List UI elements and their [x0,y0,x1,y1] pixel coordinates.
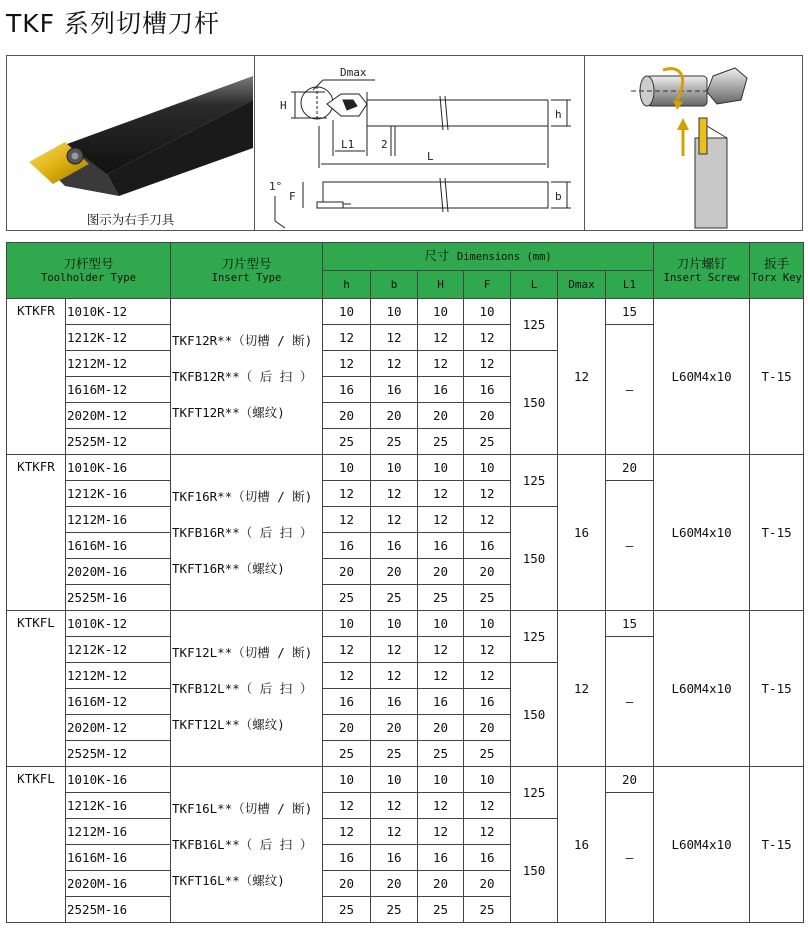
dim-h-cell: 25 [323,585,371,611]
dim-L1-cell: – [606,793,654,923]
application-diagram [585,56,803,232]
dim-h-cell: 25 [323,429,371,455]
insert-type: TKFT16R**（螺纹) [172,560,285,576]
header-col-dmax: Dmax [558,271,606,299]
screw-cell: L60M4x10 [654,611,750,767]
holder-code-cell: 2525M-12 [66,741,171,767]
dim-H-cell: 12 [418,637,464,663]
dim-H-cell: 25 [418,429,464,455]
header-col-L1: L1 [606,271,654,299]
dim-h-cell: 12 [323,637,371,663]
dim-h-cell: 12 [323,819,371,845]
dim-h-cell: 12 [323,325,371,351]
dim-F-cell: 12 [464,325,511,351]
svg-text:F: F [289,190,296,203]
dim-F-cell: 10 [464,455,511,481]
dim-L-cell: 125 [511,611,558,663]
dim-F-cell: 16 [464,377,511,403]
dim-F-cell: 10 [464,767,511,793]
header-holder: 刀杆型号 Toolholder Type [7,243,171,299]
insert-type: TKFB16R**（ 后 扫 ） [172,524,313,540]
holder-code-cell: 1212K-12 [66,325,171,351]
dim-F-cell: 20 [464,871,511,897]
spec-table [6,242,804,923]
dim-H-cell: 12 [418,793,464,819]
dim-L1-cell: 15 [606,611,654,637]
holder-code-cell: 1616M-16 [66,533,171,559]
dim-b-cell: 12 [371,351,418,377]
holder-code-cell: 1010K-16 [66,767,171,793]
dim-L-cell: 150 [511,819,558,923]
insert-type: TKFT12L**（螺纹) [172,716,285,732]
dim-dmax-cell: 12 [558,611,606,767]
header-col-b: b [371,271,418,299]
key-cell: T-15 [750,611,804,767]
dim-F-cell: 12 [464,481,511,507]
dim-b-cell: 20 [371,871,418,897]
dim-H-cell: 10 [418,299,464,325]
dim-F-cell: 12 [464,351,511,377]
dim-b-cell: 10 [371,767,418,793]
dim-F-cell: 12 [464,793,511,819]
dim-h-cell: 16 [323,845,371,871]
holder-code-cell: 2020M-16 [66,871,171,897]
tool-photo [7,56,254,232]
insert-cell [171,455,323,611]
dim-h-cell: 16 [323,533,371,559]
insert-icon [699,118,707,154]
screw-cell: L60M4x10 [654,299,750,455]
dim-b-cell: 10 [371,299,418,325]
page-title: TKF 系列切槽刀杆 [6,9,220,38]
insert-type: TKF12L**（切槽 / 断) [172,644,313,660]
holder-code-cell: 1616M-16 [66,845,171,871]
dim-H-cell: 12 [418,351,464,377]
header-insert: 刀片型号 Insert Type [171,243,323,299]
dim-F-cell: 20 [464,559,511,585]
dim-H-cell: 20 [418,871,464,897]
table-row [7,767,804,793]
header-dimensions: 尺寸 Dimensions (mm) [323,243,654,271]
dim-H-cell: 12 [418,481,464,507]
dim-b-cell: 25 [371,585,418,611]
dim-h-cell: 10 [323,455,371,481]
holder-code-cell: 2525M-12 [66,429,171,455]
insert-type: TKFT12R**（螺纹) [172,404,285,420]
dim-h-cell: 20 [323,871,371,897]
dim-h-cell: 12 [323,351,371,377]
dim-b-cell: 25 [371,429,418,455]
dim-b-cell: 10 [371,611,418,637]
dim-F-cell: 12 [464,663,511,689]
dim-b-cell: 16 [371,533,418,559]
dim-b-cell: 25 [371,897,418,923]
dim-F-cell: 12 [464,507,511,533]
dim-L-cell: 125 [511,299,558,351]
dim-b-cell: 12 [371,637,418,663]
holder-code-cell: 1616M-12 [66,377,171,403]
holder-code-cell: 1212M-12 [66,663,171,689]
dim-b-cell: 16 [371,689,418,715]
dim-H-cell: 25 [418,897,464,923]
dim-L1-cell: – [606,637,654,767]
dimension-drawing-panel [255,56,585,230]
holder-code-cell: 1010K-16 [66,455,171,481]
dim-F-cell: 25 [464,429,511,455]
header-col-F: F [464,271,511,299]
insert-cell [171,767,323,923]
dim-H-cell: 10 [418,611,464,637]
header-col-L: L [511,271,558,299]
insert-type: TKFB12L**（ 后 扫 ） [172,680,313,696]
dim-F-cell: 16 [464,845,511,871]
holder-code-cell: 1212M-16 [66,819,171,845]
svg-text:1°: 1° [269,180,283,193]
photo-caption: 图示为右手刀具 [86,212,175,227]
key-cell: T-15 [750,299,804,455]
insert-type: TKF12R**（切槽 / 断) [172,332,313,348]
dim-F-cell: 10 [464,299,511,325]
header-wrench: 扳手 Torx Key [750,243,804,299]
svg-text:2: 2 [381,138,388,151]
holder-code-cell: 1212M-16 [66,507,171,533]
svg-text:b: b [555,190,562,203]
dim-b-cell: 20 [371,559,418,585]
dim-L1-cell: 15 [606,299,654,325]
dim-F-cell: 20 [464,715,511,741]
dim-L-cell: 150 [511,351,558,455]
dim-H-cell: 16 [418,689,464,715]
insert-type: TKF16L**（切槽 / 断) [172,800,313,816]
dim-b-cell: 12 [371,819,418,845]
dim-F-cell: 10 [464,611,511,637]
dim-h-cell: 20 [323,559,371,585]
dim-b-cell: 20 [371,715,418,741]
dim-b-cell: 12 [371,481,418,507]
holder-code-cell: 1212K-16 [66,793,171,819]
dim-dmax-cell: 16 [558,455,606,611]
svg-text:L1: L1 [341,138,355,151]
dim-b-cell: 10 [371,455,418,481]
dim-h-cell: 10 [323,299,371,325]
dim-dmax-cell: 12 [558,299,606,455]
series-cell: KTKFL [7,611,66,767]
holder-code-cell: 1212K-12 [66,637,171,663]
svg-text:H: H [280,99,287,112]
insert-type: TKFB16L**（ 后 扫 ） [172,836,313,852]
dim-F-cell: 16 [464,689,511,715]
dim-F-cell: 12 [464,819,511,845]
dim-h-cell: 12 [323,481,371,507]
dim-h-cell: 10 [323,611,371,637]
dim-H-cell: 12 [418,507,464,533]
holder-code-cell: 1010K-12 [66,611,171,637]
series-cell: KTKFR [7,455,66,611]
dim-L1-cell: 20 [606,455,654,481]
dim-h-cell: 12 [323,793,371,819]
holder-code-cell: 2020M-16 [66,559,171,585]
product-figure [6,55,803,231]
holder-code-cell: 1010K-12 [66,299,171,325]
dim-F-cell: 20 [464,403,511,429]
holder-code-cell: 1212M-12 [66,351,171,377]
dim-h-cell: 12 [323,507,371,533]
application-diagram-panel [585,56,803,230]
dim-b-cell: 12 [371,507,418,533]
insert-type: TKFB12R**（ 后 扫 ） [172,368,313,384]
dim-H-cell: 25 [418,585,464,611]
dim-h-cell: 25 [323,897,371,923]
insert-type: TKF16R**（切槽 / 断) [172,488,313,504]
dim-b-cell: 16 [371,845,418,871]
dim-H-cell: 20 [418,559,464,585]
dim-H-cell: 10 [418,455,464,481]
dim-H-cell: 12 [418,819,464,845]
table-row [7,455,804,481]
dim-L-cell: 150 [511,663,558,767]
table-row [7,299,804,325]
dim-b-cell: 25 [371,741,418,767]
table-row [7,611,804,637]
series-cell: KTKFL [7,767,66,923]
dim-H-cell: 12 [418,325,464,351]
dim-h-cell: 12 [323,663,371,689]
header-screw: 刀片螺钉 Insert Screw [654,243,750,299]
dim-b-cell: 12 [371,793,418,819]
dim-h-cell: 16 [323,377,371,403]
part-icon [707,68,747,104]
dim-h-cell: 10 [323,767,371,793]
dim-b-cell: 16 [371,377,418,403]
header-col-h: h [323,271,371,299]
dim-H-cell: 20 [418,403,464,429]
dim-H-cell: 12 [418,663,464,689]
screw-cell: L60M4x10 [654,455,750,611]
dim-F-cell: 25 [464,897,511,923]
dim-F-cell: 12 [464,637,511,663]
dim-H-cell: 20 [418,715,464,741]
dim-L-cell: 150 [511,507,558,611]
dim-h-cell: 20 [323,715,371,741]
svg-text:L: L [427,150,434,163]
holder-code-cell: 2525M-16 [66,897,171,923]
holder-code-cell: 2525M-16 [66,585,171,611]
dim-L1-cell: – [606,481,654,611]
dim-b-cell: 12 [371,325,418,351]
holder-code-cell: 2020M-12 [66,715,171,741]
key-cell: T-15 [750,455,804,611]
holder-code-cell: 1616M-12 [66,689,171,715]
dim-b-cell: 12 [371,663,418,689]
dim-H-cell: 16 [418,845,464,871]
insert-cell [171,611,323,767]
header-col-H: H [418,271,464,299]
dim-H-cell: 16 [418,533,464,559]
label-dmax: Dmax [340,66,367,79]
insert-cell [171,299,323,455]
dim-H-cell: 16 [418,377,464,403]
dim-L1-cell: – [606,325,654,455]
dim-F-cell: 25 [464,585,511,611]
insert-type: TKFT16L**（螺纹) [172,872,285,888]
dim-H-cell: 25 [418,741,464,767]
dim-L-cell: 125 [511,455,558,507]
tool-photo-panel [7,56,255,230]
dim-b-cell: 20 [371,403,418,429]
screw-cell: L60M4x10 [654,767,750,923]
svg-text:h: h [555,108,562,121]
dim-L-cell: 125 [511,767,558,819]
dim-F-cell: 16 [464,533,511,559]
dim-h-cell: 20 [323,403,371,429]
holder-code-cell: 2020M-12 [66,403,171,429]
dim-H-cell: 10 [418,767,464,793]
dim-h-cell: 25 [323,741,371,767]
series-cell: KTKFR [7,299,66,455]
holder-code-cell: 1212K-16 [66,481,171,507]
dim-F-cell: 25 [464,741,511,767]
dimension-drawing [255,56,584,232]
dim-h-cell: 16 [323,689,371,715]
key-cell: T-15 [750,767,804,923]
dim-L1-cell: 20 [606,767,654,793]
dim-dmax-cell: 16 [558,767,606,923]
